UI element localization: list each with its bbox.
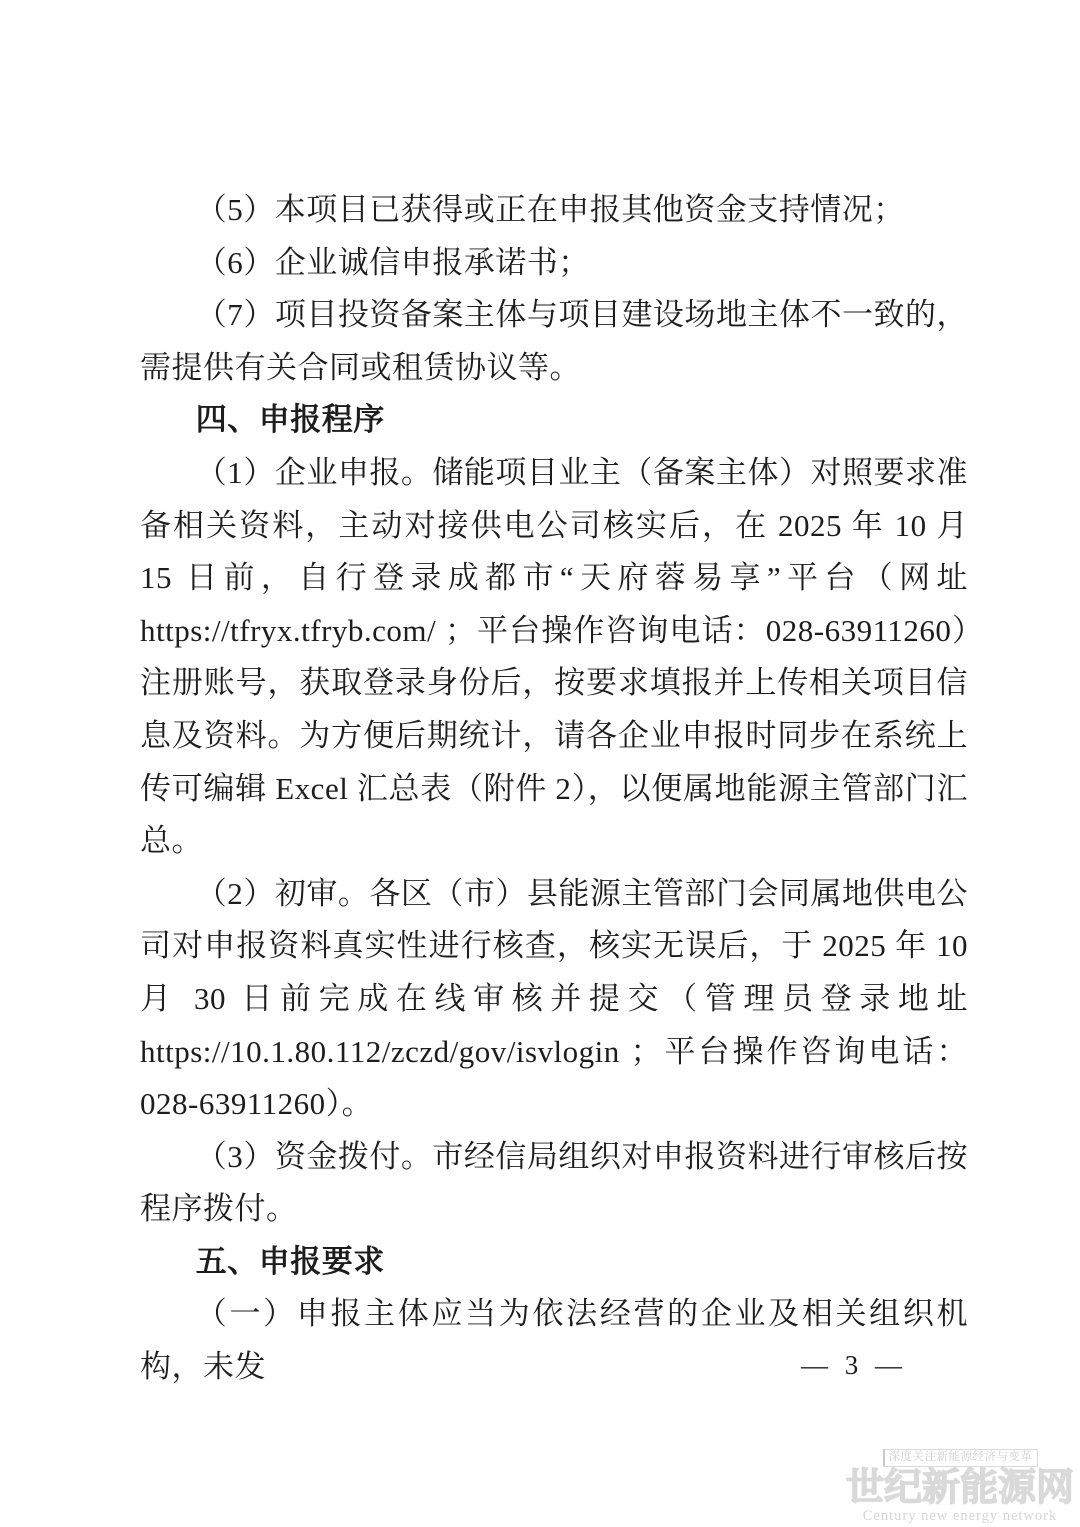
watermark: [844, 1447, 1076, 1525]
watermark-brand: 世纪新能源网: [845, 1467, 1074, 1510]
paragraph: （3）资金拨付。市经信局组织对申报资料进行审核后按程序拨付。: [140, 1138, 968, 1227]
page-number: — 3 —: [801, 1350, 907, 1380]
paragraph: （6）企业诚信申报承诺书；: [195, 244, 590, 280]
watermark-tagline: 深度关注新能源经济与变革: [883, 1449, 1038, 1467]
paragraph: （一）申报主体应当为依法经营的企业及相关组织机构，未发: [140, 1296, 968, 1385]
paragraph: （5）本项目已获得或正在申报其他资金支持情况；: [195, 192, 905, 227]
document-body: [140, 184, 968, 1394]
paragraph: （2）初审。各区（市）县能源主管部门会同属地供电公司对申报资料真实性进行核查，核实无误后，于 2025 年 10 月 30 日前完成在线审核并提交（管理员登录地址 https://10.1.80.112/zczd/gov/isvlogin ；平台操作咨询电话：028-63911260）。: [140, 875, 968, 1122]
section-heading: 五、申报要求: [195, 1243, 385, 1279]
watermark-brand-english: Century new energy network: [862, 1508, 1058, 1525]
paragraph: （7）项目投资备案主体与项目建设场地主体不一致的，需提供有关合同或租赁协议等。: [140, 297, 968, 385]
section-heading: 四、申报程序: [195, 402, 385, 438]
paragraph: （1）企业申报。储能项目业主（备案主体）对照要求准备相关资料，主动对接供电公司核实后，在 2025 年 10 月 15 日前，自行登录成都市“天府蓉易享”平台（网址 https://tfryx.tfryb.com/ ；平台操作咨询电话：028-63911260）注册账号，获取登录身份后，按要求填报并上传相关项目信息及资料。为方便后期统计，请各企业申报时同步在系统上传可编辑 Excel 汇总表（附件 2），以便属地能源主管部门汇总。: [140, 454, 968, 859]
